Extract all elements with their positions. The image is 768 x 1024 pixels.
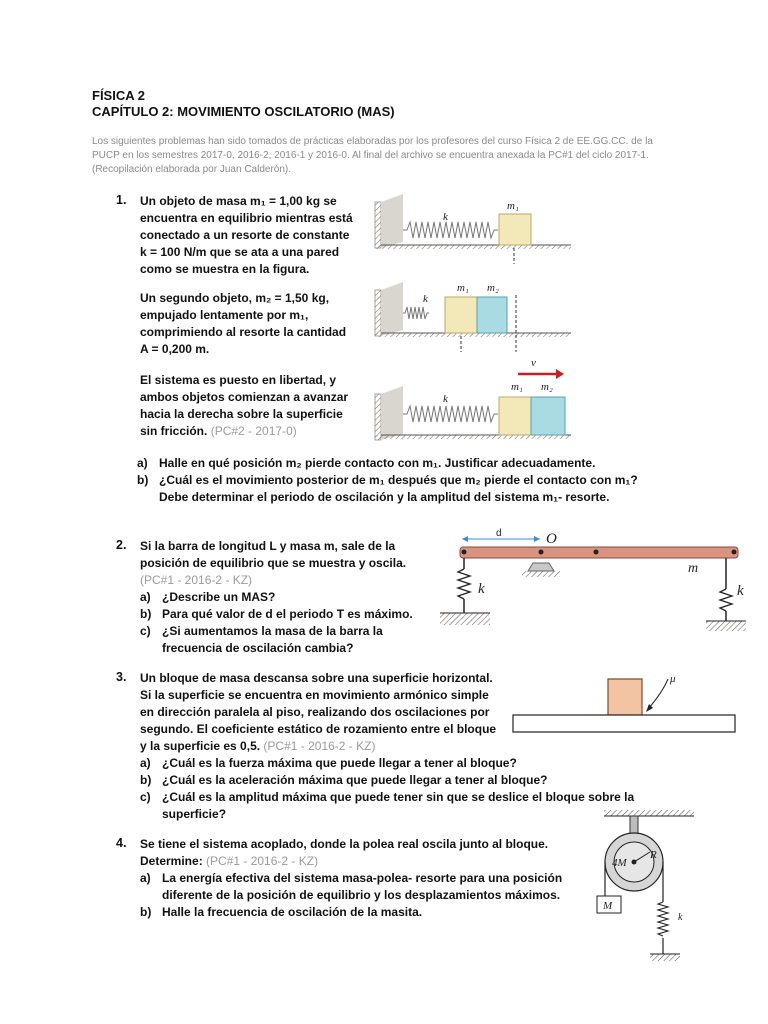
item-text: Para qué valor de d el periodo T es máximo. (162, 607, 413, 621)
spring-label: k (443, 211, 448, 223)
mass-1-label: m₁ (507, 200, 519, 212)
text-line: El sistema es puesto en libertad, y (140, 373, 337, 387)
text-line: en dirección paralela al piso, realizando dos oscilaciones por (140, 705, 490, 719)
item-label: a) (140, 590, 151, 604)
text-line: Se tiene el sistema acoplado, donde la polea real oscila junto al bloque. (140, 837, 549, 851)
item-label: b) (137, 473, 149, 487)
item-label: b) (140, 773, 152, 787)
question-item (140, 640, 440, 657)
text-line: como se muestra en la figura. (140, 262, 310, 276)
item-label: a) (137, 456, 148, 470)
block-mass-label: M (603, 900, 613, 912)
question-item (140, 789, 660, 806)
text-line: empujado lentamente por m₁, (140, 308, 309, 322)
intro-line: Los siguientes problemas han sido tomados de prácticas elaboradas por los profesores del curso Física 2 de EE.GG.CC. de la (92, 136, 653, 147)
spring-label: k (678, 912, 683, 923)
problem-1-para-1 (140, 193, 365, 278)
source-reference: (PC#1 - 2016-2 - KZ) (263, 739, 376, 753)
item-text: La energía efectiva del sistema masa-polea- resorte para una posición (162, 871, 563, 885)
text-line (140, 423, 365, 440)
question-item (140, 772, 660, 789)
chapter-title: CAPÍTULO 2: MOVIMIENTO OSCILATORIO (MAS) (92, 104, 395, 119)
item-label: b) (140, 905, 152, 919)
intro-line: (Recopilación elaborada por Juan Calderón). (92, 164, 292, 175)
text-line (140, 853, 580, 870)
question-item (140, 887, 580, 904)
text-line (140, 738, 520, 755)
problem-4-number: 4. (116, 836, 127, 850)
text-line: segundo. El coeficiente estático de rozamiento entre el bloque (140, 722, 497, 736)
mass-2-label: m₂ (487, 282, 499, 294)
item-text: ¿Si aumentamos la masa de la barra la (162, 624, 383, 638)
problem-2-number: 2. (116, 538, 127, 552)
intro-paragraph (92, 135, 692, 177)
text-span: y la superficie es 0,5. (140, 739, 261, 753)
diagram-compressed (375, 282, 571, 352)
question-item (140, 623, 440, 640)
problem-4-text (140, 836, 580, 921)
source-reference: (PC#2 - 2017-0) (210, 424, 297, 438)
text-span: Determine: (140, 854, 203, 868)
spring-label: k (443, 393, 448, 405)
problem-1-questions (137, 455, 697, 506)
pulley-mass-label: 4M (612, 857, 627, 869)
text-line: Si la barra de longitud L y masa m, sale de la (140, 539, 396, 553)
pivot-label: O (546, 531, 557, 547)
text-line: comprimiendo al resorte la cantidad (140, 325, 347, 339)
item-label: a) (140, 871, 151, 885)
problem-1-para-3 (140, 372, 365, 440)
text-line: Un bloque de masa descansa sobre una superficie horizontal. (140, 671, 493, 685)
mass-2-label: m₂ (541, 381, 553, 393)
question-item (140, 589, 440, 606)
item-text: Halle en qué posición m₂ pierde contacto con m₁. Justificar adecuadamente. (159, 456, 596, 470)
text-line: k = 100 N/m que se ata a una pared (140, 245, 340, 259)
question-item (137, 455, 697, 472)
item-text: ¿Describe un MAS? (162, 590, 276, 604)
problem-3-text (140, 670, 520, 755)
intro-line: PUCP en los semestres 2017-0, 2016-2, 2016-1 y 2016-0. Al final del archivo se encuentra anexada la PC#1 del ciclo 2017-1. (92, 150, 649, 161)
bar-mass-label: m (688, 561, 699, 576)
spring-right-label: k (737, 583, 744, 599)
velocity-label: v (531, 357, 536, 369)
item-text: ¿Cuál es el movimiento posterior de m₁ después que m₂ pierde el contacto con m₁? (159, 473, 638, 487)
item-label: b) (140, 607, 152, 621)
item-label: a) (140, 756, 151, 770)
bar-spring-figure (436, 525, 751, 635)
item-label (140, 806, 162, 823)
item-text: Halle la frecuencia de oscilación de la masita. (162, 905, 423, 919)
item-text: Debe determinar el periodo de oscilación y la amplitud del sistema m₁- resorte. (159, 490, 610, 504)
question-item (140, 806, 660, 823)
question-item (140, 904, 580, 921)
text-line: posición de equilibrio que se muestra y oscila. (140, 556, 407, 570)
question-item (137, 472, 697, 489)
pulley-system-figure (590, 808, 710, 966)
diagram-equilibrium (375, 194, 571, 264)
item-label: c) (140, 624, 151, 638)
item-label (140, 887, 162, 904)
text-line: Un objeto de masa m₁ = 1,00 kg se (140, 194, 337, 208)
spring-label: k (423, 293, 428, 305)
text-line: Si la superficie se encuentra en movimiento armónico simple (140, 688, 489, 702)
document-title: FÍSICA 2 (92, 88, 145, 103)
question-item (140, 606, 440, 623)
question-item (140, 755, 660, 772)
item-text: frecuencia de oscilación cambia? (162, 641, 354, 655)
radius-label: R (650, 849, 657, 861)
text-line: Un segundo objeto, m₂ = 1,50 kg, (140, 291, 330, 305)
problem-3-questions (140, 755, 660, 823)
text-line: conectado a un resorte de constante (140, 228, 350, 242)
item-text: ¿Cuál es la aceleración máxima que puede llegar a tener al bloque? (162, 773, 548, 787)
question-item (137, 489, 697, 506)
problem-1-number: 1. (116, 193, 127, 207)
item-label: c) (140, 790, 151, 804)
spring-blocks-figure (373, 190, 573, 445)
spring-left-label: k (478, 581, 485, 597)
item-text: superficie? (162, 807, 227, 821)
item-text: ¿Cuál es la fuerza máxima que puede llegar a tener al bloque? (162, 756, 517, 770)
item-text: diferente de la posición de equilibrio y los desplazamientos máximos. (162, 888, 561, 902)
friction-label: μ (670, 673, 676, 685)
problem-2-text (140, 538, 440, 657)
distance-label: d (496, 528, 502, 539)
item-text: ¿Cuál es la amplitud máxima que puede tener sin que se deslice el bloque sobre la (162, 790, 635, 804)
text-line: hacia la derecha sobre la superficie (140, 407, 343, 421)
block-surface-figure (510, 670, 740, 740)
diagram-released (375, 357, 571, 440)
problem-1-para-2 (140, 290, 365, 358)
problem-3-number: 3. (116, 670, 127, 684)
source-reference: (PC#1 - 2016-2 - KZ) (140, 573, 253, 587)
item-label (140, 640, 162, 657)
text-line: A = 0,200 m. (140, 342, 210, 356)
mass-1-label: m₁ (511, 381, 523, 393)
source-reference: (PC#1 - 2016-2 - KZ) (206, 854, 319, 868)
text-span: sin fricción. (140, 424, 208, 438)
item-label (137, 489, 159, 506)
text-line: ambos objetos comienzan a avanzar (140, 390, 349, 404)
mass-1-label: m₁ (457, 282, 469, 294)
text-line: encuentra en equilibrio mientras está (140, 211, 353, 225)
question-item (140, 870, 580, 887)
